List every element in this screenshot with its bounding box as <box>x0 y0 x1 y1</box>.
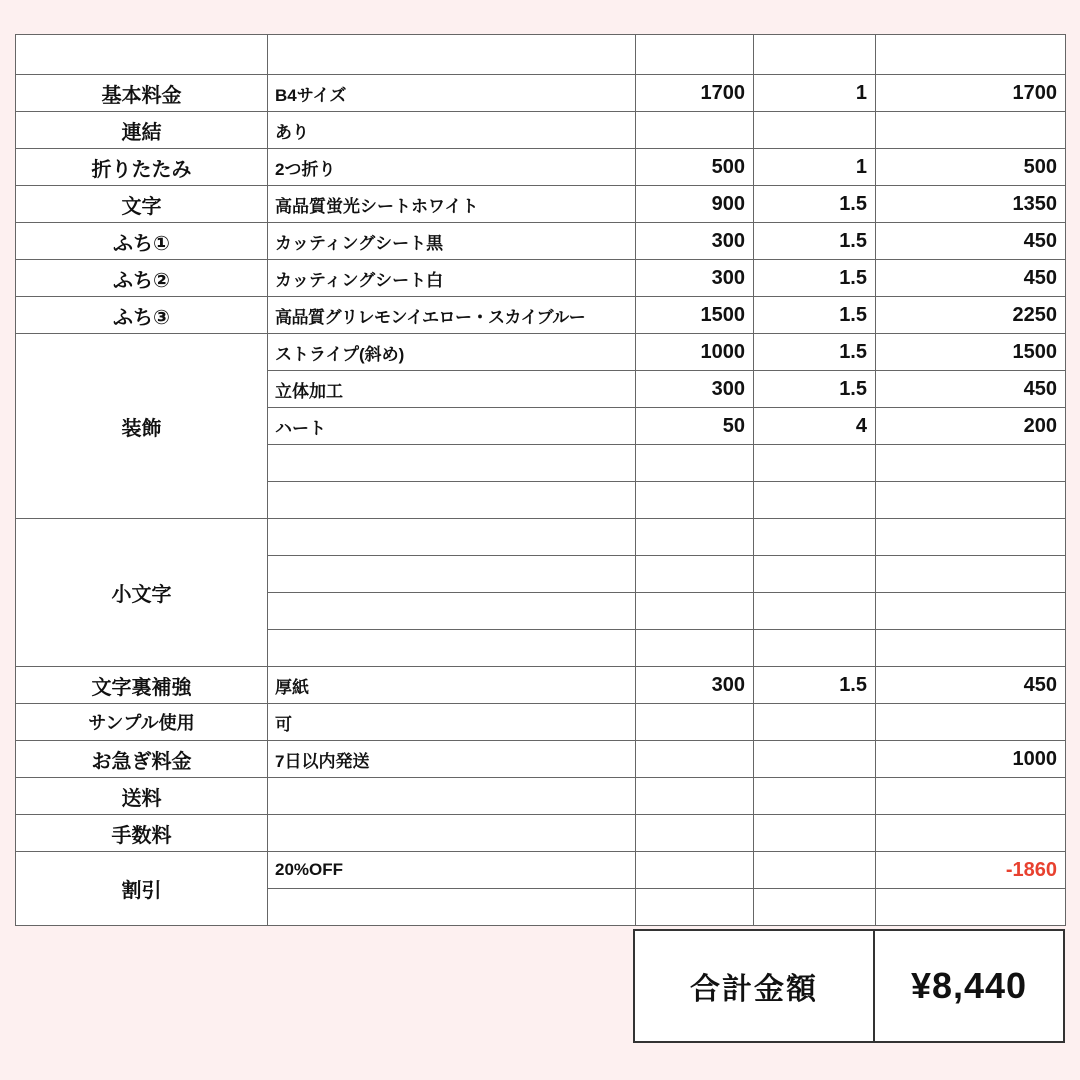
table-row <box>16 260 1066 297</box>
row-total: 200 <box>876 408 1066 445</box>
table-row <box>16 815 1066 852</box>
row-qty <box>754 556 876 593</box>
quote-table <box>15 34 1066 926</box>
row-price <box>636 852 754 889</box>
row-total: 450 <box>876 371 1066 408</box>
row-price: 300 <box>636 667 754 704</box>
row-price <box>636 778 754 815</box>
row-total: 1500 <box>876 334 1066 371</box>
table-row <box>16 704 1066 741</box>
row-total <box>876 704 1066 741</box>
row-total <box>876 889 1066 926</box>
row-desc <box>268 519 636 556</box>
row-qty <box>754 630 876 667</box>
row-total <box>876 519 1066 556</box>
row-desc: 7日以内発送 <box>268 741 636 778</box>
row-desc: 厚紙 <box>268 667 636 704</box>
table-row <box>16 778 1066 815</box>
row-price: 300 <box>636 260 754 297</box>
row-total <box>876 556 1066 593</box>
row-total: 500 <box>876 149 1066 186</box>
row-price: 1500 <box>636 297 754 334</box>
table-row <box>16 519 1066 556</box>
row-qty <box>754 815 876 852</box>
header-quantity: 数量 <box>754 35 876 75</box>
row-desc: 2つ折り <box>268 149 636 186</box>
decoration-label: 装飾 <box>16 334 268 519</box>
row-total: 1700 <box>876 75 1066 112</box>
row-desc: B4サイズ <box>268 75 636 112</box>
customer-name-cell: みょん様 <box>16 35 268 75</box>
row-qty <box>754 852 876 889</box>
row-total: 1000 <box>876 741 1066 778</box>
table-header-row <box>16 35 1066 75</box>
row-price <box>636 704 754 741</box>
table-row <box>16 112 1066 149</box>
row-price <box>636 815 754 852</box>
row-qty <box>754 445 876 482</box>
row-desc: 高品質グリレモンイエロー・スカイブルー <box>268 297 636 334</box>
row-label: 手数料 <box>16 815 268 852</box>
row-price <box>636 519 754 556</box>
row-desc <box>268 556 636 593</box>
header-unit-price: 単価 <box>636 35 754 75</box>
row-desc: 可 <box>268 704 636 741</box>
table-row <box>16 297 1066 334</box>
row-price: 300 <box>636 223 754 260</box>
row-label: ふち③ <box>16 297 268 334</box>
row-total <box>876 630 1066 667</box>
row-total <box>876 445 1066 482</box>
row-qty <box>754 778 876 815</box>
row-qty <box>754 482 876 519</box>
row-desc <box>268 778 636 815</box>
row-label: 連結 <box>16 112 268 149</box>
row-total: 450 <box>876 667 1066 704</box>
row-desc <box>268 482 636 519</box>
row-desc: あり <box>268 112 636 149</box>
row-qty: 1 <box>754 75 876 112</box>
table-row <box>16 852 1066 889</box>
row-desc: カッティングシート黒 <box>268 223 636 260</box>
row-price: 1700 <box>636 75 754 112</box>
header-total: 合計 <box>876 35 1066 75</box>
row-desc <box>268 815 636 852</box>
grand-total-value: ¥8,440 <box>910 965 1028 1006</box>
row-label: ふち② <box>16 260 268 297</box>
row-price <box>636 556 754 593</box>
row-qty: 1.5 <box>754 371 876 408</box>
row-qty: 1.5 <box>754 260 876 297</box>
row-price <box>636 112 754 149</box>
row-qty <box>754 741 876 778</box>
row-qty <box>754 889 876 926</box>
grand-total-label: 合計金額 <box>635 931 875 1041</box>
header-blank-cell <box>268 35 636 75</box>
row-label: 送料 <box>16 778 268 815</box>
row-desc <box>268 889 636 926</box>
row-qty: 1 <box>754 149 876 186</box>
row-qty <box>754 593 876 630</box>
small-text-label: 小文字 <box>16 519 268 667</box>
row-label: 文字 <box>16 186 268 223</box>
row-price: 50 <box>636 408 754 445</box>
discount-label: 割引 <box>16 852 268 926</box>
row-price <box>636 630 754 667</box>
row-qty: 1.5 <box>754 186 876 223</box>
row-total <box>876 778 1066 815</box>
table-row <box>16 741 1066 778</box>
row-desc <box>268 593 636 630</box>
row-label: 基本料金 <box>16 75 268 112</box>
row-price: 500 <box>636 149 754 186</box>
row-total <box>876 112 1066 149</box>
table-row <box>16 334 1066 371</box>
row-qty: 1.5 <box>754 223 876 260</box>
table-row <box>16 149 1066 186</box>
table-row <box>16 186 1066 223</box>
row-price <box>636 593 754 630</box>
row-price: 900 <box>636 186 754 223</box>
row-desc: 20%OFF <box>268 852 636 889</box>
row-desc <box>268 445 636 482</box>
row-total <box>876 593 1066 630</box>
row-label: ふち① <box>16 223 268 260</box>
row-qty: 1.5 <box>754 667 876 704</box>
row-price: 1000 <box>636 334 754 371</box>
row-price <box>636 445 754 482</box>
row-total: 2250 <box>876 297 1066 334</box>
row-qty <box>754 519 876 556</box>
row-total: 1350 <box>876 186 1066 223</box>
row-qty: 1.5 <box>754 334 876 371</box>
row-label: 文字裏補強 <box>16 667 268 704</box>
row-desc: ハート <box>268 408 636 445</box>
table-row <box>16 667 1066 704</box>
row-desc <box>268 630 636 667</box>
row-qty <box>754 112 876 149</box>
row-label: 折りたたみ <box>16 149 268 186</box>
row-qty: 4 <box>754 408 876 445</box>
row-price <box>636 741 754 778</box>
row-price: 300 <box>636 371 754 408</box>
row-qty <box>754 704 876 741</box>
row-price <box>636 482 754 519</box>
row-desc: カッティングシート白 <box>268 260 636 297</box>
row-total: 450 <box>876 260 1066 297</box>
row-desc: ストライプ(斜め) <box>268 334 636 371</box>
row-price <box>636 889 754 926</box>
grand-total-box <box>633 929 1065 1043</box>
row-qty: 1.5 <box>754 297 876 334</box>
row-label: サンプル使用 <box>16 704 268 741</box>
row-total: 450 <box>876 223 1066 260</box>
row-total <box>876 815 1066 852</box>
row-total <box>876 482 1066 519</box>
table-row <box>16 75 1066 112</box>
row-desc: 立体加工 <box>268 371 636 408</box>
row-desc: 高品質蛍光シートホワイト <box>268 186 636 223</box>
table-row <box>16 223 1066 260</box>
row-total: -1860 <box>876 852 1066 889</box>
row-label: お急ぎ料金 <box>16 741 268 778</box>
